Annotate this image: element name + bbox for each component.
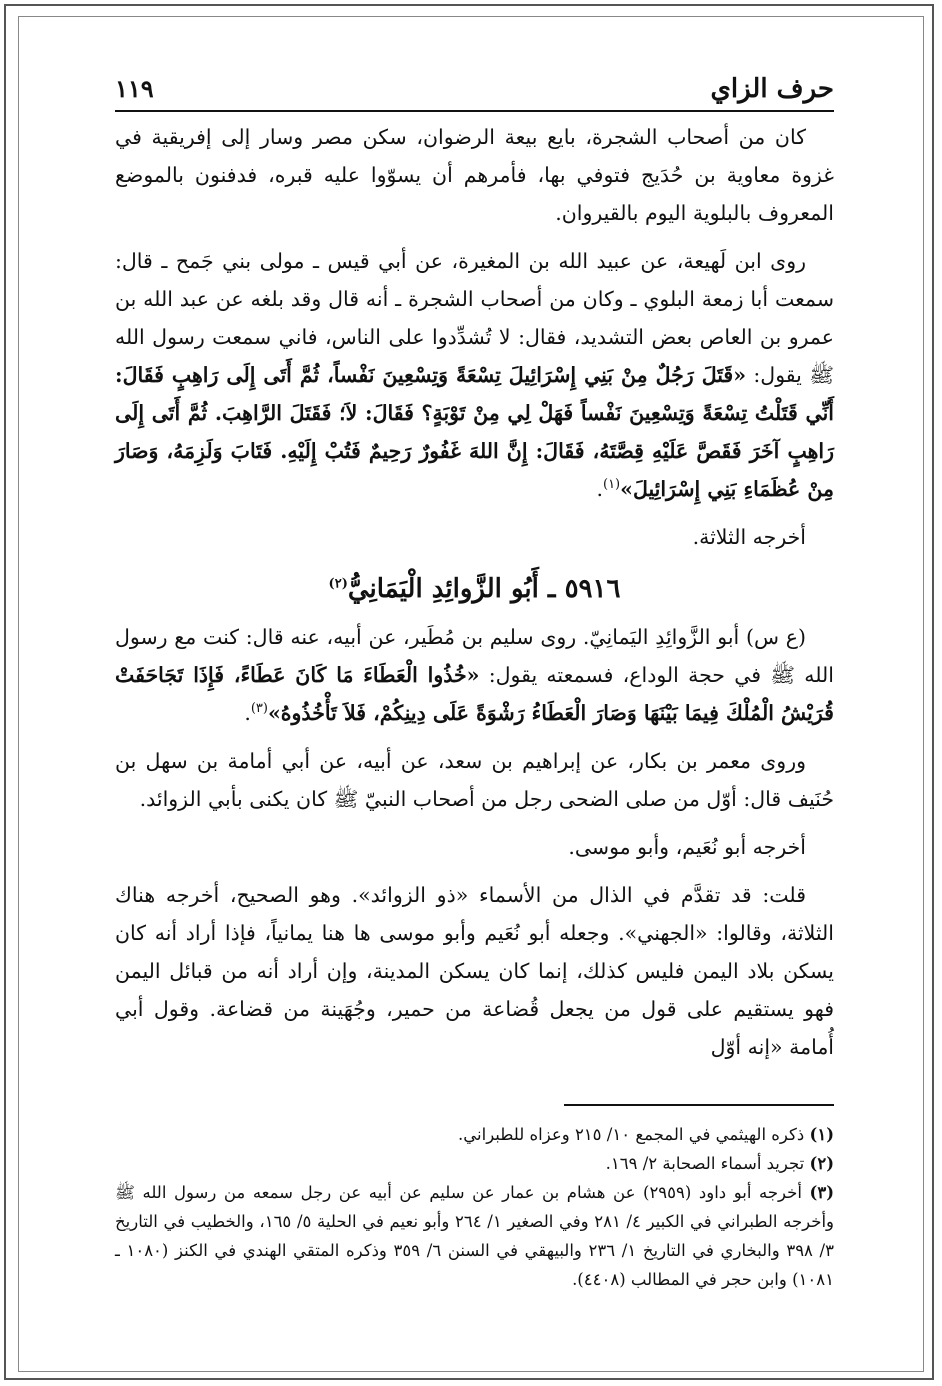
paragraph-4-intro: (ع س) أبو الزَّوائِدِ اليَمانِيّ. روى سليم بن مُطَير، عن أبيه، عنه قال: كنت مع رسول الله ﷺ في حجة الوداع، فسمعته يقول: <box>115 625 835 687</box>
footnote-3 <box>115 1178 834 1294</box>
footnote-separator <box>564 1104 834 1106</box>
footnote-text: أخرجه أبو داود (٢٩٥٩) عن هشام بن عمار عن سليم عن أبيه عن رجل سمعه من رسول الله ﷺ وأخرجه الطبراني في الكبير ٤/ ٢٨١ وفي الصغير ١/ ٢٦٤ وأبو نعيم في الحلية ٥/ ١٦٥، والخطيب في التاريخ ٣/ ٣٩٨ والبخاري في التاريخ ١/ ٢٣٦ والبيهقي في السنن ٦/ ٣٥٩ وذكره المتقي الهندي في الكنز (١٠٨٠ ـ ١٠٨١) وابن حجر في المطالب (٤٤٠٨). <box>115 1183 835 1289</box>
footnotes <box>115 1120 834 1294</box>
footnote-text: ذكره الهيثمي في المجمع ١٠/ ٢١٥ وعزاه للطبراني. <box>458 1125 805 1144</box>
chapter-title: حرف الزاي <box>710 74 834 104</box>
footnote-ref-2: (٢) <box>328 576 348 592</box>
section-title: ٥٩١٦ ـ أَبُو الزَّوائِدِ الْيَمَانِيُّ <box>347 574 621 604</box>
footnote-number: (٢) <box>809 1154 834 1173</box>
hadith-text-2: «خُذُوا الْعَطَاءَ مَا كَانَ عَطَاءً، فَإِذَا تَجَاحَفَتْ قُرَيْشُ الْمُلْكَ فِيمَا بَيْنَهَا وَصَارَ الْعَطَاءُ رَشْوَةً عَلَى دِينِكُمْ، فَلاَ تَأْخُذُوهُ» <box>115 663 834 725</box>
paragraph-5: وروى معمر بن بكار، عن إبراهيم بن سعد، عن أبيه، عن أبي أمامة بن سهل بن حُنَيف قال: أوّل من صلى الضحى رجل من أصحاب النبيّ ﷺ كان يكنى بأبي الزوائد. <box>115 749 834 811</box>
footnote-number: (٣) <box>809 1183 834 1202</box>
footnote-text: تجريد أسماء الصحابة ٢/ ١٦٩. <box>605 1154 805 1173</box>
footnote-number: (١) <box>809 1125 834 1144</box>
hadith-text-1: «قَتَلَ رَجُلٌ مِنْ بَنِي إِسْرَائِيلَ تِسْعَةً وَتِسْعِينَ نَفْساً، ثُمَّ أَتَى إِلَى رَاهِبٍ فَقَالَ: أَنِّي قَتَلْتُ تِسْعَةً وَتِسْعِينَ نَفْساً فَهَلْ لِي مِنْ تَوْبَةٍ؟ فَقَالَ: لاَ؛ فَقَتَلَ الرَّاهِبَ. ثُمَّ أَتَى إِلَى رَاهِبٍ آخَرَ فَقَصَّ عَلَيْهِ قِصَّتَهُ، فَقَالَ: إِنَّ اللهَ غَفُورٌ رَحِيمٌ فَتُبْ إِلَيْهِ. فَتَابَ وَلَزِمَهُ، وَصَارَ مِنْ عُظَمَاءِ بَنِي إِسْرَائِيلَ» <box>115 363 834 501</box>
section-heading <box>115 570 834 608</box>
paragraph-2: روى ابن لَهيعة، عن عبيد الله بن المغيرة، عن أبي قيس ـ مولى بني جَمح ـ قال: سمعت أبا زمعة البلوي ـ وكان من أصحاب الشجرة ـ أنه قال وقد بلغه عن عبد الله بن عمرو بن العاص بعض التشديد، فقال: لا تُشدِّدوا على الناس، فاني سمعت رسول الله ﷺ يقول: «قَتَلَ رَجُلٌ مِنْ بَنِي إِسْرَائِيلَ تِسْعَةً وَتِسْعِينَ نَفْساً، ثُمَّ أَتَى إِلَى رَاهِبٍ فَقَالَ: أَنِّي قَتَلْتُ تِسْعَةً وَتِسْعِينَ نَفْساً فَهَلْ لِي مِنْ تَوْبَةٍ؟ فَقَالَ: لاَ؛ فَقَتَلَ الرَّاهِبَ. ثُمَّ أَتَى إِلَى رَاهِبٍ آخَرَ فَقَصَّ عَلَيْهِ قِصَّتَهُ، فَقَالَ: إِنَّ اللهَ غَفُورٌ رَحِيمٌ فَتُبْ إِلَيْهِ. فَتَابَ وَلَزِمَهُ، وَصَارَ مِنْ عُظَمَاءِ بَنِي إِسْرَائِيلَ»$^{(١)}$. <box>115 249 834 501</box>
paragraph-7: قلت: قد تقدَّم في الذال من الأسماء «ذو الزوائد». وهو الصحيح، أخرجه هناك الثلاثة، وقالوا: «الجهني». وجعله أبو نُعَيم وأبو موسى ها هنا يمانياً، فإذا أراد أنه كان يسكن بلاد اليمن فليس كذلك، إنما كان يسكن المدينة، وإن أراد أنه من قبائل اليمن فهو يستقيم على قول من يجعل قُضاعة من حمير، وجُهَينة من قضاعة. وقول أبي أُمامة «إنه أوّل <box>115 883 834 1059</box>
footnote-ref-1: (١) <box>602 477 621 493</box>
footnote-2 <box>115 1149 834 1178</box>
running-header <box>115 70 834 112</box>
footnote-ref-3: (٣) <box>250 701 268 717</box>
paragraph-2-intro: روى ابن لَهيعة، عن عبيد الله بن المغيرة، عن أبي قيس ـ مولى بني جَمح ـ قال: سمعت أبا زمعة البلوي ـ وكان من أصحاب الشجرة ـ أنه قال وقد بلغه عن عبد الله بن عمرو بن العاص بعض التشديد، فقال: لا تُشدِّدوا على الناس، فاني سمعت رسول الله ﷺ يقول: <box>115 249 834 387</box>
paragraph-6: أخرجه أبو نُعَيم، وأبو موسى. <box>568 835 806 859</box>
paragraph-3: أخرجه الثلاثة. <box>692 525 806 549</box>
paragraph-4: (ع س) أبو الزَّوائِدِ اليَمانِيّ. روى سليم بن مُطَير، عن أبيه، عنه قال: كنت مع رسول الله ﷺ في حجة الوداع، فسمعته يقول: «خُذُوا الْعَطَاءَ مَا كَانَ عَطَاءً، فَإِذَا تَجَاحَفَتْ قُرَيْشُ الْمُلْكَ فِيمَا بَيْنَهَا وَصَارَ الْعَطَاءُ رَشْوَةً عَلَى دِينِكُمْ، فَلاَ تَأْخُذُوهُ»$^{(٣)}$. <box>115 625 835 725</box>
page-number: ١١٩ <box>115 74 154 103</box>
main-text <box>115 118 834 1076</box>
paragraph-1: كان من أصحاب الشجرة، بايع بيعة الرضوان، سكن مصر وسار إلى إفريقية في غزوة معاوية بن حُدَيج فتوفي بها، فأمرهم أن يسوّوا عليه قبره، فدفنون بالموضع المعروف بالبلوية اليوم بالقيروان. <box>115 125 834 225</box>
footnote-1 <box>115 1120 834 1149</box>
